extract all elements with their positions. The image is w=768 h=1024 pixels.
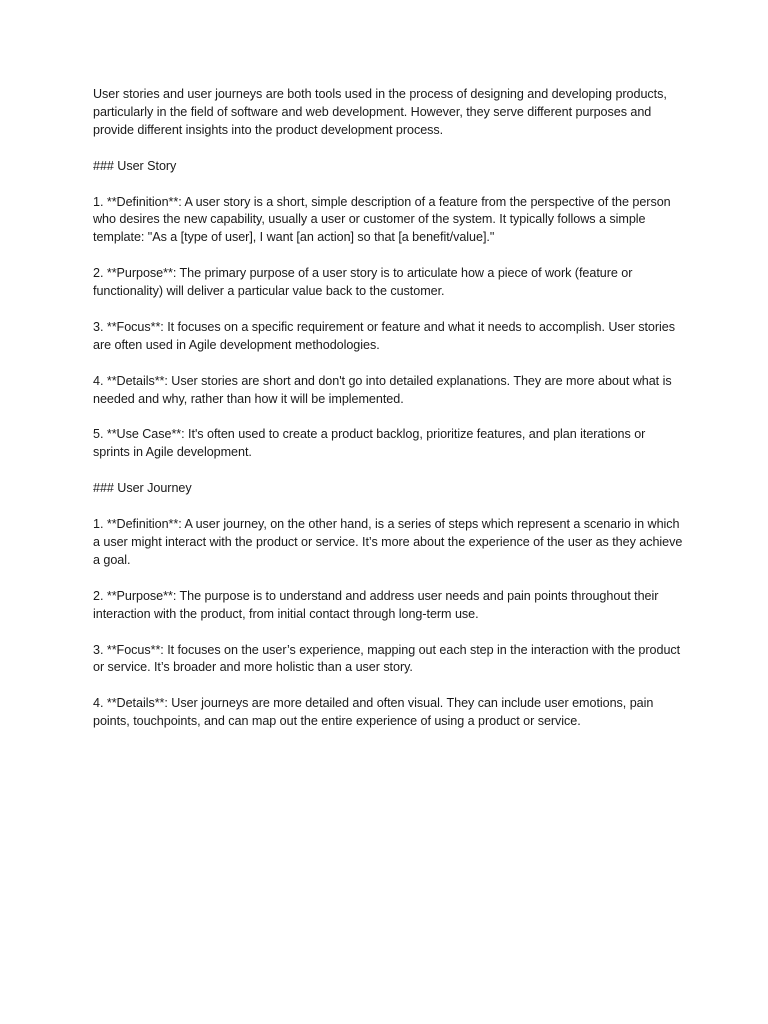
user-journey-details: 4. **Details**: User journeys are more detailed and often visual. They can include user emotions, pain points, touchpoints, and can map out the entire experience of using a product or service.: [93, 696, 654, 729]
user-journey-heading: ### User Journey: [93, 481, 192, 496]
user-story-details: 4. **Details**: User stories are short and don't go into detailed explanations. They are more about what is needed and why, rather than how it will be implemented.: [93, 373, 672, 406]
user-journey-purpose: 2. **Purpose**: The purpose is to understand and address user needs and pain points throughout their interaction with the product, from initial contact through long-term use.: [93, 588, 659, 621]
user-story-definition: 1. **Definition**: A user story is a short, simple description of a feature from the perspective of the person who desires the new capability, usually a user or customer of the system. It typically follows a simple template: "As a [type of user], I want [an action] so that [a benefit/value].": [93, 194, 671, 245]
user-story-purpose: 2. **Purpose**: The primary purpose of a user story is to articulate how a piece of work (feature or functionality) will deliver a particular value back to the customer.: [93, 266, 633, 298]
user-story-focus: 3. **Focus**: It focuses on a specific requirement or feature and what it needs to accomplish. User stories are often used in Agile development methodologies.: [93, 319, 675, 352]
user-journey-definition: 1. **Definition**: A user journey, on the other hand, is a series of steps which represent a scenario in which a user might interact with the product or service. It’s more about the experience of the user as they achieve a goal.: [93, 517, 683, 567]
user-story-heading: ### User Story: [93, 158, 177, 173]
user-journey-focus: 3. **Focus**: It focuses on the user’s experience, mapping out each step in the interaction with the product or service. It’s broader and more holistic than a user story.: [93, 642, 681, 675]
user-story-use-case: 5. **Use Case**: It's often used to create a product backlog, prioritize features, and plan iterations or sprints in Agile development.: [93, 427, 646, 460]
document-body: [93, 86, 683, 731]
intro-paragraph: User stories and user journeys are both tools used in the process of designing and developing products, particularly in the field of software and web development. However, they serve different purposes and provide different insights into the product development process.: [93, 87, 667, 137]
